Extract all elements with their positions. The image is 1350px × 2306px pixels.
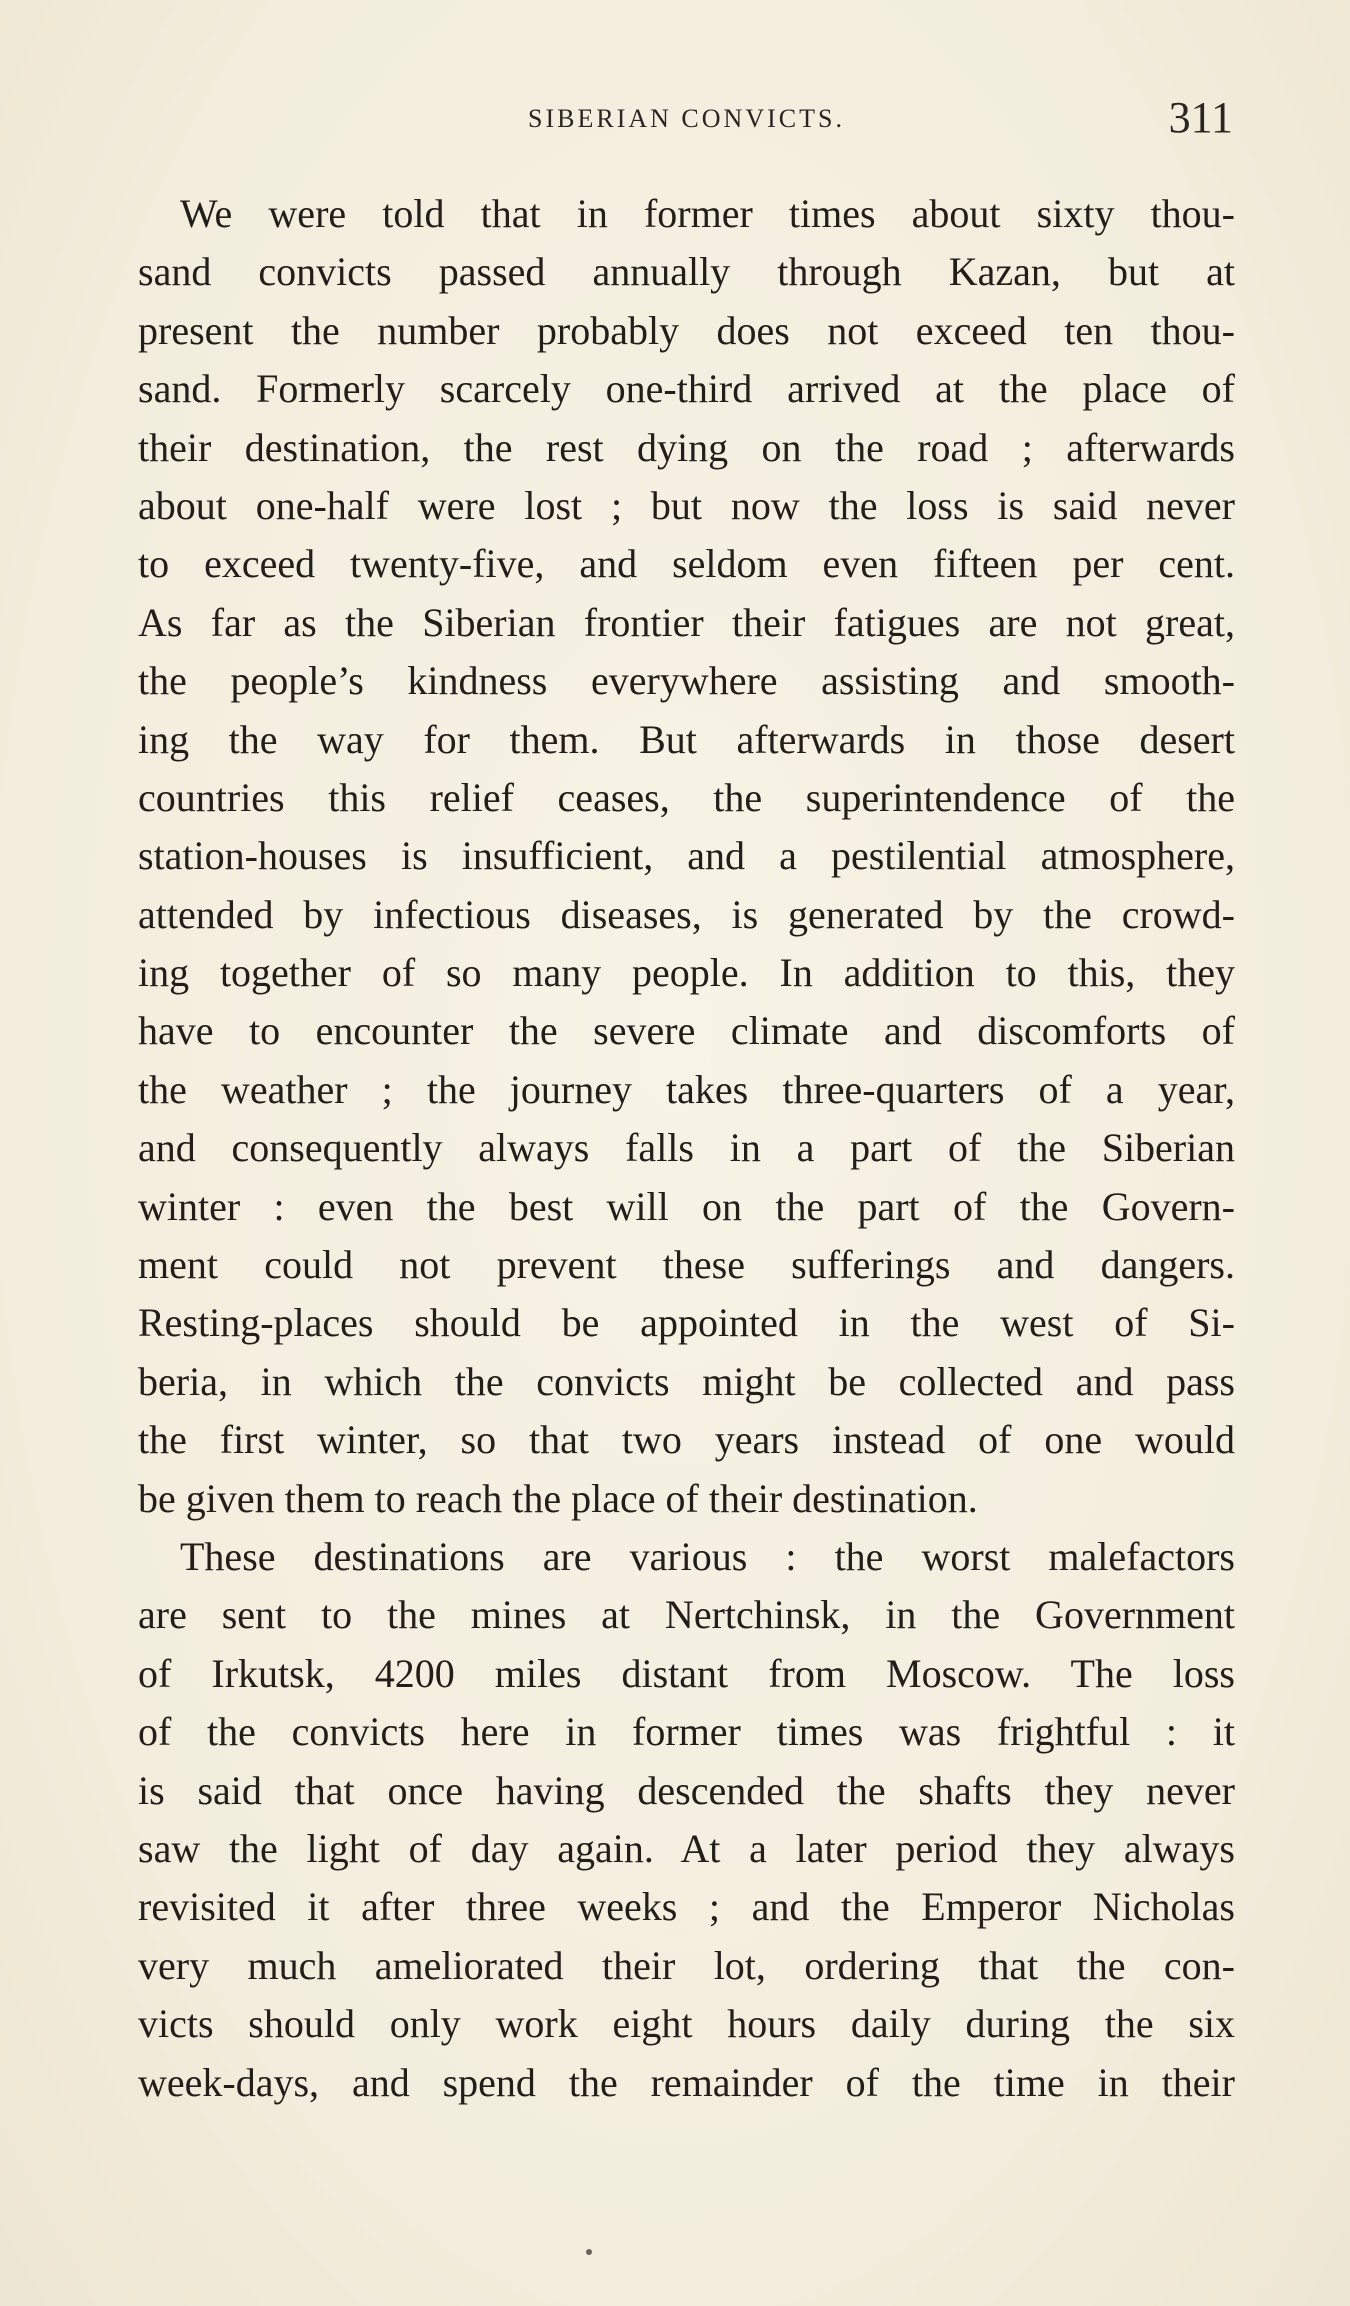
- text-line: their destination, the rest dying on the road ; afterwards: [138, 424, 1235, 470]
- text-line: be given them to reach the place of their destination.: [138, 1475, 978, 1521]
- text-line: are sent to the mines at Nertchinsk, in the Government: [138, 1592, 1235, 1638]
- text-line: ment could not prevent these sufferings and dangers.: [138, 1242, 1235, 1288]
- running-head: [140, 92, 1233, 142]
- text-line: of the convicts here in former times was frightful : it: [138, 1709, 1235, 1755]
- text-line: winter : even the best will on the part of the Govern-: [138, 1183, 1235, 1229]
- text-line: and consequently always falls in a part of the Siberian: [138, 1125, 1235, 1171]
- ink-speck: [586, 2249, 592, 2255]
- text-line: ing together of so many people. In addition to this, they: [138, 950, 1235, 996]
- text-line: These destinations are various : the worst malefactors: [180, 1533, 1235, 1579]
- text-line: sand convicts passed annually through Kazan, but at: [138, 249, 1235, 295]
- text-line: the people’s kindness everywhere assisting and smooth-: [138, 658, 1235, 704]
- running-title: SIBERIAN CONVICTS.: [528, 104, 845, 133]
- text-line: the weather ; the journey takes three-quarters of a year,: [138, 1066, 1235, 1112]
- text-line: sand. Formerly scarcely one-third arrived at the place of: [138, 366, 1235, 412]
- text-line: week-days, and spend the remainder of the time in their: [138, 2059, 1235, 2105]
- text-line: saw the light of day again. At a later period they always: [138, 1825, 1235, 1871]
- text-line: beria, in which the convicts might be collected and pass: [138, 1358, 1235, 1404]
- text-line: station-houses is insufficient, and a pestilential atmosphere,: [138, 833, 1235, 879]
- text-line: ing the way for them. But afterwards in those desert: [138, 716, 1235, 762]
- text-line: the first winter, so that two years instead of one would: [138, 1417, 1235, 1463]
- text-line: We were told that in former times about sixty thou-: [180, 191, 1235, 236]
- text-line: victs should only work eight hours daily during the six: [138, 2001, 1235, 2047]
- text-line: countries this relief ceases, the superintendence of the: [138, 774, 1235, 820]
- page-number: 311: [1168, 93, 1233, 142]
- text-line: revisited it after three weeks ; and the Emperor Nicholas: [138, 1884, 1235, 1930]
- text-line: have to encounter the severe climate and discomforts of: [138, 1008, 1235, 1054]
- text-line: present the number probably does not exceed ten thou-: [138, 307, 1235, 353]
- text-line: Resting-places should be appointed in the west of Si-: [138, 1300, 1235, 1346]
- text-line: attended by infectious diseases, is generated by the crowd-: [138, 891, 1235, 937]
- text-line: about one-half were lost ; but now the loss is said never: [138, 482, 1235, 528]
- text-line: very much ameliorated their lot, ordering that the con-: [138, 1942, 1235, 1988]
- text-line: to exceed twenty-five, and seldom even fifteen per cent.: [138, 541, 1235, 587]
- text-line: As far as the Siberian frontier their fatigues are not great,: [138, 599, 1235, 645]
- body-text: [138, 185, 1235, 2112]
- text-line: is said that once having descended the shafts they never: [138, 1767, 1235, 1813]
- text-line: of Irkutsk, 4200 miles distant from Moscow. The loss: [138, 1650, 1235, 1696]
